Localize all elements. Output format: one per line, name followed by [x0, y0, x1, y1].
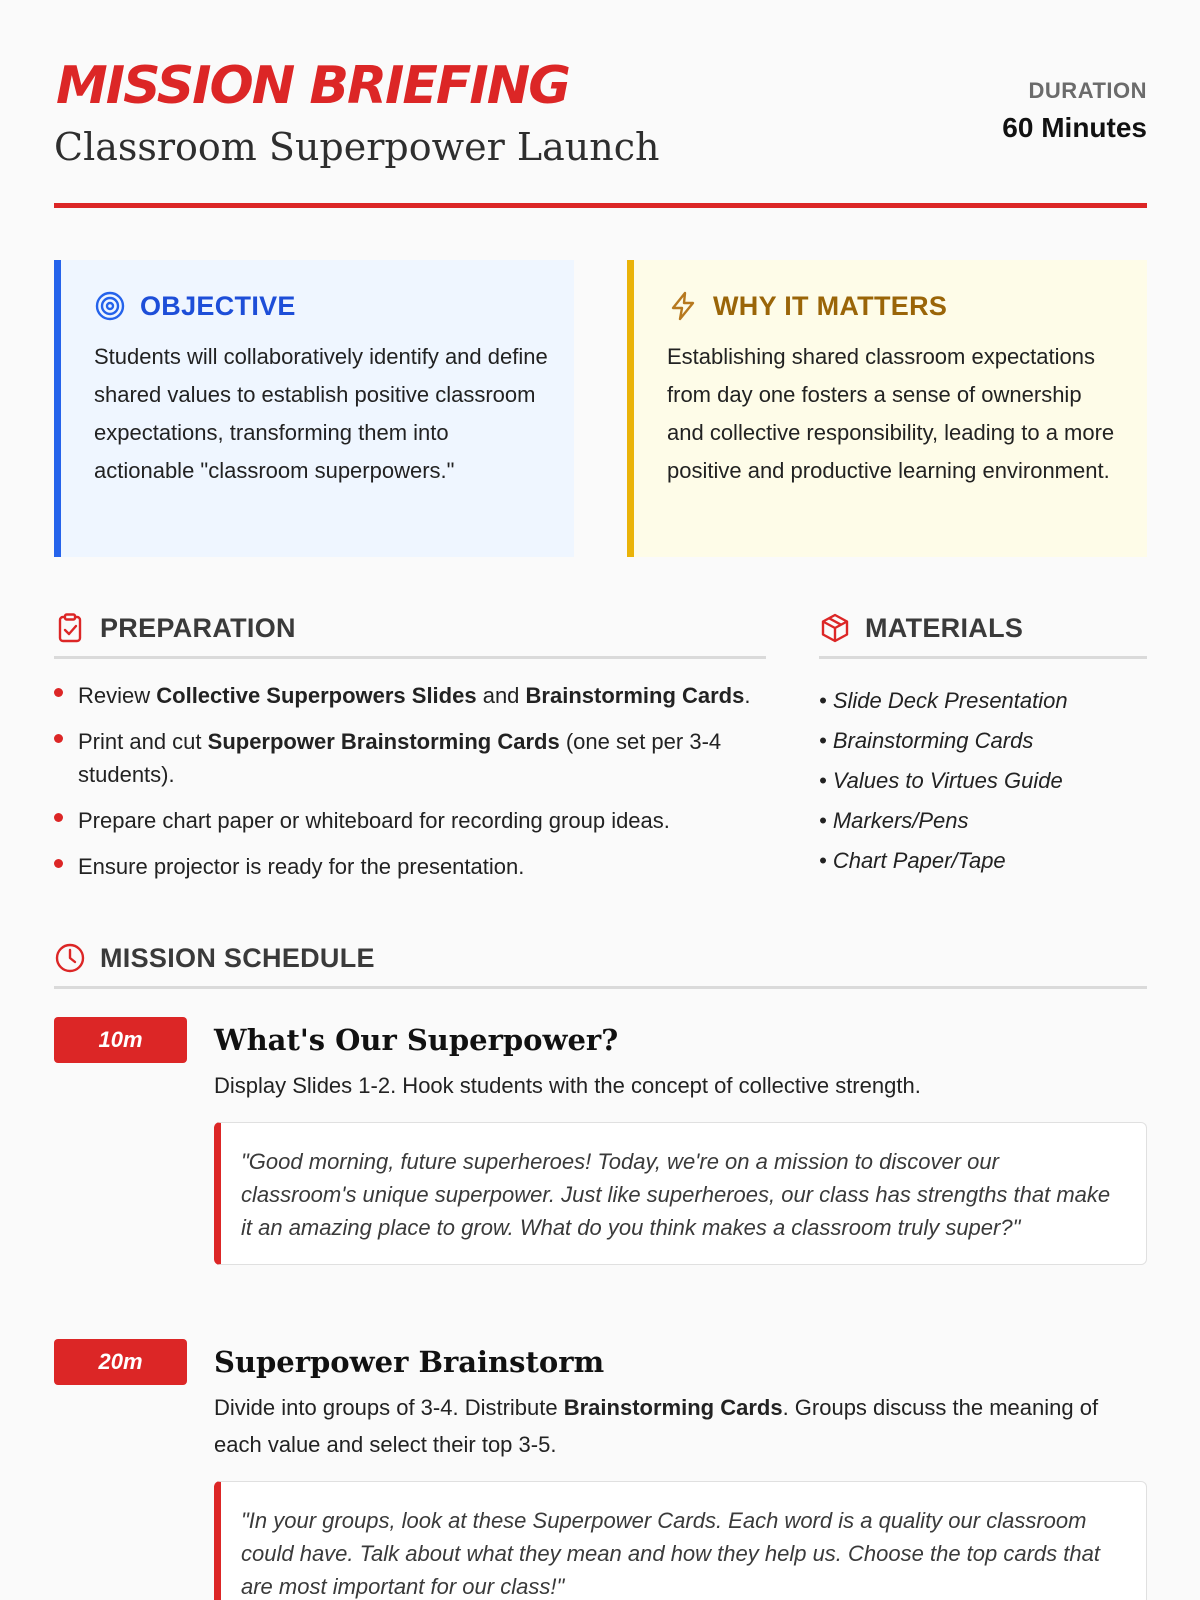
duration-value: 60 Minutes: [1002, 112, 1147, 143]
step-title: Superpower Brainstorm: [214, 1345, 605, 1379]
preparation-section: [54, 608, 766, 896]
step-description: Divide into groups of 3-4. Distribute Brainstorming Cards. Groups discuss the meaning of each value and select their top 3-5.: [214, 1395, 1099, 1457]
list-item: Review Collective Superpowers Slides and Brainstorming Cards.: [54, 679, 766, 712]
step-description: Display Slides 1-2. Hook students with the concept of collective strength.: [214, 1073, 921, 1098]
why-body: Establishing shared classroom expectations from day one fosters a sense of ownership and collective responsibility, leading to a more positive and productive learning environment.: [667, 344, 1115, 483]
page-title: MISSION BRIEFING: [56, 56, 569, 116]
list-item: Print and cut Superpower Brainstorming Cards (one set per 3-4 students).: [54, 725, 766, 791]
header: [54, 0, 1147, 208]
materials-section: [819, 608, 1147, 881]
step-content: [214, 1017, 1147, 1265]
duration-label: DURATION: [1028, 78, 1147, 103]
clipboard-check-icon: [54, 612, 86, 644]
target-icon: [94, 290, 126, 322]
materials-header: [819, 608, 1147, 659]
schedule-title: MISSION SCHEDULE: [100, 942, 375, 973]
materials-title: MATERIALS: [865, 612, 1024, 643]
callouts: [54, 260, 1147, 557]
list-item: • Markers/Pens: [819, 808, 969, 833]
preparation-header: [54, 608, 766, 659]
mission-schedule-section: [54, 938, 1147, 1599]
materials-list: [819, 681, 1147, 881]
list-item: • Values to Virtues Guide: [819, 768, 1063, 793]
time-badge: 10m: [54, 1017, 187, 1063]
list-item: Ensure projector is ready for the presentation.: [54, 850, 766, 883]
list-item: Prepare chart paper or whiteboard for recording group ideas.: [54, 804, 766, 837]
preparation-list: [54, 679, 766, 883]
time-badge: 20m: [54, 1339, 187, 1385]
box-icon: [819, 612, 851, 644]
lightning-icon: [667, 290, 699, 322]
step-content: [214, 1339, 1147, 1600]
why-title: WHY IT MATTERS: [713, 290, 948, 321]
clock-icon: [54, 942, 86, 974]
list-item: • Slide Deck Presentation: [819, 688, 1068, 713]
schedule-header: [54, 938, 1147, 989]
list-item: • Brainstorming Cards: [819, 728, 1034, 753]
preparation-title: PREPARATION: [100, 612, 296, 643]
why-it-matters-callout: [627, 260, 1147, 557]
objective-title: OBJECTIVE: [140, 290, 296, 321]
step-title: What's Our Superpower?: [214, 1023, 619, 1057]
lesson-plan-page: [54, 0, 1147, 1599]
why-header: [667, 288, 1121, 324]
objective-body: Students will collaboratively identify and define shared values to establish positive classroom expectations, transforming them into actionable "classroom superpowers.": [94, 344, 548, 483]
script-quote: "Good morning, future superheroes! Today, we're on a mission to discover our classroom's unique superpower. Just like superheroes, our class has strengths that make it an amazing place to grow. What do you think makes a classroom truly super?": [214, 1122, 1147, 1265]
page-subtitle: Classroom Superpower Launch: [54, 125, 660, 169]
script-quote: "In your groups, look at these Superpower Cards. Each word is a quality our classroom could have. Talk about what they mean and how they help us. Choose the top cards that are most important for our class!": [214, 1481, 1147, 1600]
objective-callout: [54, 260, 574, 557]
list-item: • Chart Paper/Tape: [819, 848, 1006, 873]
objective-header: [94, 288, 548, 324]
